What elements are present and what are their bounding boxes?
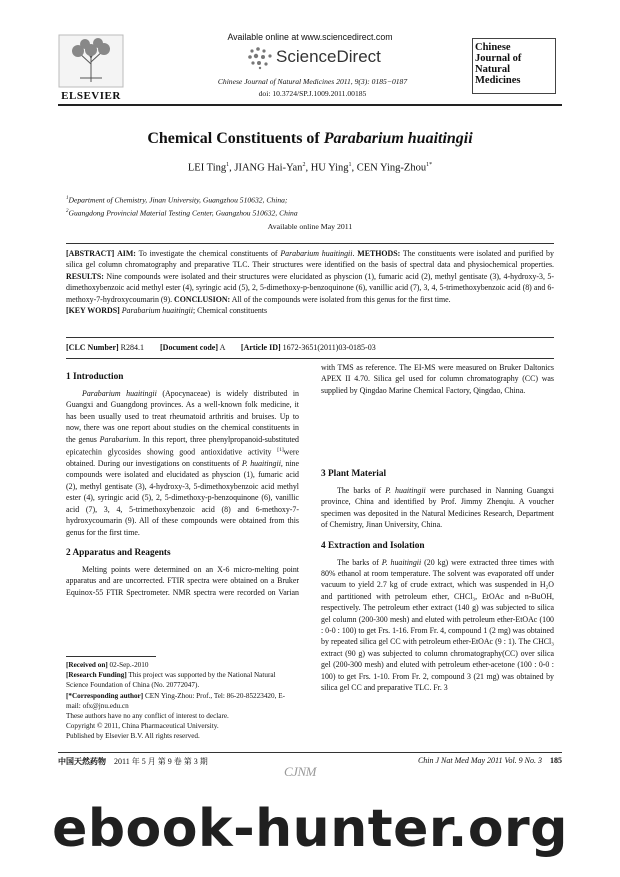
paper-title: [58, 130, 562, 148]
keywords-line: [KEY WORDS] Parabarium huaitingii; Chemical constituents: [66, 306, 268, 316]
journal-line-2: Journal of: [475, 53, 522, 64]
affiliation-2: $^2$Guangdong Provincial Material Testing Center, Guangzhou 510632, China: [66, 208, 298, 218]
journal-title-box: [472, 38, 556, 94]
abstract-top-rule: [66, 243, 554, 244]
page-number: 185: [550, 756, 562, 765]
clc-line: [CLC Number] R284.1 [Document code] A [Article ID] 1672-3651(2011)03-0185-03: [66, 343, 376, 352]
author: LEI Ting: [187, 162, 227, 174]
footer-journal-cn: 中国天然药物: [58, 757, 106, 766]
publisher-name: ELSEVIER: [61, 90, 121, 102]
author: JIANG Hai-Yan: [234, 162, 303, 174]
sciencedirect-dots-icon: [246, 46, 276, 70]
author-list: LEI Ting$^1$, JIANG Hai-Yan$^2$, HU Ying$^1$, CEN Ying-Zhou$^{1*}$: [187, 162, 433, 174]
header-rule: [58, 104, 562, 106]
conflict-note: These authors have no any conflict of interest to declare.: [66, 712, 229, 721]
elsevier-tree-icon: [58, 34, 124, 88]
section-heading-introduction: 1 Introduction: [66, 372, 124, 382]
cjnm-logo: CJNM: [284, 764, 316, 779]
footnotes: [66, 660, 299, 742]
abstract-paragraph: [ABSTRACT] AIM: To investigate the chemical constituents of Parabarium huaitingii. METHODS: The constituents were isolated and purified by silica gel column chromatography and preparative TLC. Their structures were identified on the basis of spectral data and physiochemical properties. RESULTS: Nine compounds were isolated and their structures were elucidated as physcion (1), fumaric acid (2), methyl gentisate (3), 4-hydroxy-3, 5-dimethoxybenzoic acid methyl ester (4), syringic acid (5), 2, 5-dimethoxy-p-benzoquinone (6), vanillic acid (7), 3, 4, 5-trimethoxybenzoic acid (8) and 6-methoxy-7-hydroxycoumarin (9). CONCLUSION: All of the compounds were isolated from this genus for the first time.: [66, 249, 554, 304]
title-text: Chemical Constituents of: [147, 130, 324, 147]
extraction-paragraph: The barks of P. huaitingii (20 kg) were extracted three times with 80% ethanol at room temperature. The solvent was evaporated off under vacuum to yield 2.7 kg of crude extract, which was suspended in H₂O and partitioned with petroleum ether, CHCl₃, EtOAc and n-BuOH, respectively. The petroleum ether extract (140 g) was subjected to silica gel column (200-300 mesh) and eluted with petroleum ether-EtOAc (100 : 0-0 : 100) to get Frs. 1-16. From Fr. 4, compound 1 (2 mg) was obtained by repeated silica gel CC with petroleum ether-EtOAc (9 : 1). The CHCl₃ extract (90 g) was subjected to column chromatography(CC) over silica gel (200-300 mesh) and eluted with petroleum ether-acetone (100 : 0-0 : 100) to get Frs. 1-10. From Fr. 2, compound 3 (21 mg) was obtained by silica gel CC and preparative TLC. Fr. 3: [321, 557, 554, 693]
available-date: Available online May 2011: [267, 222, 353, 231]
footer-date-cn: 2011 年 5 月 第 9 卷 第 3 期: [114, 757, 208, 766]
doi-line[interactable]: doi: 10.3724/SP.J.1009.2011.00185: [258, 89, 367, 98]
clc-rule: [66, 358, 554, 359]
section-heading-apparatus: 2 Apparatus and Reagents: [66, 547, 171, 558]
section-heading-plant-material: 3 Plant Material: [321, 469, 387, 479]
author: HU Ying: [310, 162, 349, 174]
apparatus-continued: with TMS as reference. The EI-MS were measured on Bruker Daltonics APEX II 4.70. Silica gel used for column chromatography (CC) was supplied by Qingdao Marine Chemical Factory, Qingdao, China.: [321, 363, 554, 395]
section-heading-extraction: 4 Extraction and Isolation: [321, 540, 425, 551]
elsevier-logo: [58, 34, 124, 88]
left-column: [66, 372, 299, 598]
plant-paragraph: The barks of P. huaitingii were purchased in Nanning Guangxi province, China and identified by Prof. Jimmy Zhenqiu. A voucher specimen was deposited in the Natural Medicines Research, Department of Chemistry, Jinan University, China.: [321, 486, 554, 530]
affiliations: [66, 193, 546, 218]
corresponding-note: [*Corresponding author] CEN Ying-Zhou: Prof., Tel: 86-20-85223420, E-mail: ofx@jnu.edu.cn: [66, 691, 285, 710]
citation-line: Chinese Journal of Natural Medicines 2011, 9(3): 0185−0187: [217, 77, 408, 86]
title-species: Parabarium huaitingii: [323, 130, 473, 147]
journal-line-3: Natural: [475, 64, 510, 75]
watermark-text: ebook-hunter.org: [52, 799, 568, 859]
footer-right: [345, 756, 562, 765]
copyright-note: Copyright © 2011, China Pharmaceutical University.: [66, 722, 219, 731]
intro-paragraph: Parabarium huaitingii (Apocynaceae) is widely distributed in Guangxi and Guangdong provinces. As a well-known folk medicine, it has been usually used to treat rheumatoid arthritis and bruises. Up to now, there was one report about studies on the chemical constituents in the genus Parabarium. In this report, three phenylpropanoid-substituted epicatechin glycosides showing good antioxidative activity [1]were obtained. During our investigations on constituents of P. huaitingii, nine compounds were isolated and elucidated as physcion (1), fumaric acid (2), methyl gentisate (3), 4-hydroxy-3, 5-dimethoxybenzoic acid methyl ester (4), syringic acid (5), 2, 5-dimethoxy-p-benzoquinone (6), vanillic acid (7), 3, 4, 5-trimethoxybenzoic acid (8) and 6-methoxy-7-hydroxycoumarin (9). All of these compounds were obtained from this genus for the first time.: [66, 389, 299, 537]
abstract-block: [66, 248, 554, 316]
funding-note: [Research Funding] This project was supported by the National Natural Science Foundation of China (No. 20772047).: [66, 671, 276, 690]
abstract-bottom-rule: [66, 337, 554, 338]
author: CEN Ying-Zhou: [356, 162, 427, 174]
footer-left: [58, 756, 208, 767]
apparatus-paragraph: Melting points were determined on an X-6 micro-melting point apparatus and are uncorrected. FTIR spectra were obtained on a Bruker Equinox-55 FTIR Spectrometer. NMR spectra were recorded on Varian: [66, 564, 299, 597]
sciencedirect-wordmark: ScienceDirect: [276, 47, 381, 66]
right-column: [321, 362, 554, 694]
journal-line-1: Chinese: [475, 42, 511, 53]
available-online-link[interactable]: Available online at www.sciencedirect.com: [227, 32, 393, 42]
journal-line-4: Medicines: [475, 75, 521, 86]
published-note: Published by Elsevier B.V. All rights reserved.: [66, 732, 200, 741]
sciencedirect-logo: [246, 46, 386, 70]
received-note: [Received on] 02-Sep.-2010: [66, 661, 149, 669]
footer-journal-en: Chin J Nat Med May 2011 Vol. 9 No. 3: [417, 756, 542, 765]
footer-rule: [58, 752, 562, 753]
footnote-rule: [66, 656, 156, 657]
affiliation-1: $^1$Department of Chemistry, Jinan University, Guangzhou 510632, China;: [66, 195, 288, 205]
